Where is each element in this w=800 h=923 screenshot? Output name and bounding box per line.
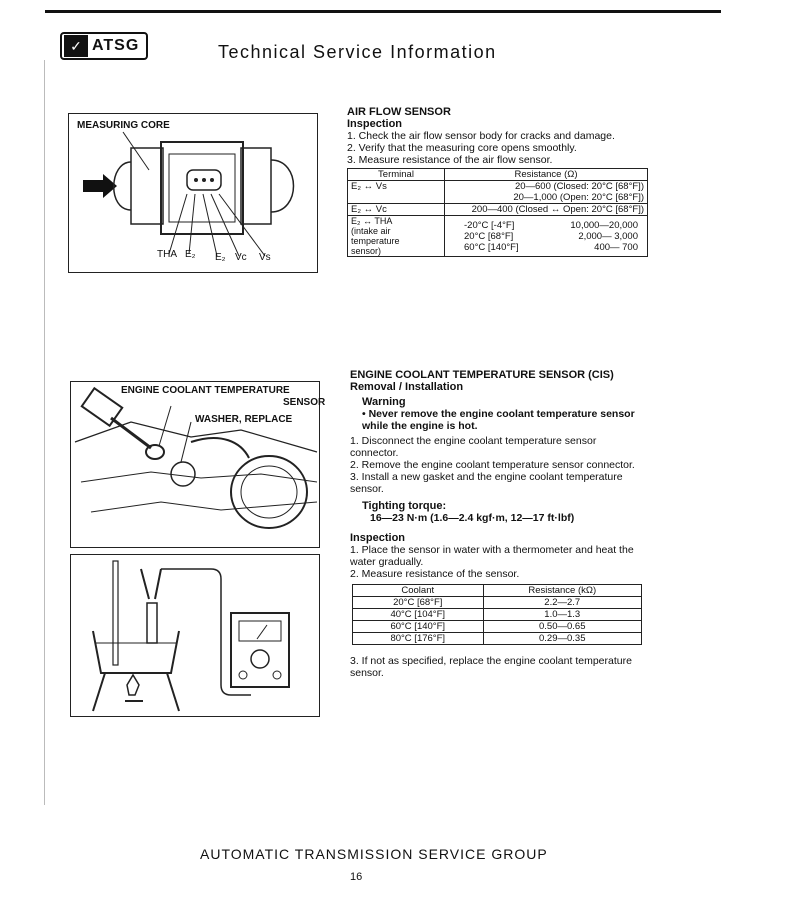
coolant-resistance-table xyxy=(352,584,642,645)
cell-line: 2,000— 3,000 xyxy=(578,231,638,242)
header-rule xyxy=(45,10,721,13)
check-icon: ✓ xyxy=(64,35,88,57)
torque-title: Tighting torque: xyxy=(362,500,447,512)
page-title: Technical Service Information xyxy=(218,42,497,62)
table-header: Coolant xyxy=(353,585,484,597)
table-row xyxy=(353,633,642,645)
table-cell: E₂ ↔ Vs xyxy=(348,181,445,204)
table-row xyxy=(353,609,642,621)
cell-line: -20°C [-4°F] xyxy=(464,220,515,231)
coolant-sensor-label-2: SENSOR xyxy=(283,397,326,408)
table-header: Resistance (kΩ) xyxy=(483,585,642,597)
coolant-step: 2. Remove the engine coolant temperature sensor connector. xyxy=(350,459,635,471)
table-row xyxy=(353,621,642,633)
coolant-title: ENGINE COOLANT TEMPERATURE SENSOR (CIS) xyxy=(350,369,614,381)
inspection-step: 2. Measure resistance of the sensor. xyxy=(350,568,520,580)
table-row xyxy=(348,204,648,216)
table-cell: 1.0—1.3 xyxy=(483,609,642,621)
table-cell: 60°C [140°F] xyxy=(353,621,484,633)
air-flow-subtitle: Inspection xyxy=(347,118,403,130)
cell-line: 20°C [68°F] xyxy=(464,231,514,242)
table-cell: 0.29—0.35 xyxy=(483,633,642,645)
table-cell: 2.2—2.7 xyxy=(483,597,642,609)
coolant-step: 3. Install a new gasket and the engine coolant temperature sensor. xyxy=(350,471,623,495)
table-cell xyxy=(348,216,445,257)
table-cell xyxy=(445,216,648,257)
resistance-test-drawing xyxy=(71,555,319,716)
cell-line: (intake air xyxy=(351,226,391,236)
air-flow-sensor-figure xyxy=(68,113,318,273)
cell-line: E₂ ↔ THA xyxy=(351,216,393,226)
table-cell: 200—400 (Closed ↔ Open: 20°C [68°F]) xyxy=(445,204,648,216)
coolant-sensor-label: ENGINE COOLANT TEMPERATURE xyxy=(121,385,290,396)
table-header-row xyxy=(353,585,642,597)
page-number: 16 xyxy=(350,871,363,883)
inspection-title: Inspection xyxy=(350,532,406,544)
cell-line: temperature xyxy=(351,236,400,246)
air-flow-step: 3. Measure resistance of the air flow sensor. xyxy=(347,154,553,166)
coolant-section xyxy=(350,369,645,679)
resistance-test-figure xyxy=(70,554,320,717)
table-cell: E₂ ↔ Vc xyxy=(348,204,445,216)
coolant-sensor-drawing xyxy=(71,382,319,547)
air-flow-step: 2. Verify that the measuring core opens smoothly. xyxy=(347,142,577,154)
air-flow-resistance-table xyxy=(347,168,648,257)
air-flow-step: 1. Check the air flow sensor body for cracks and damage. xyxy=(347,130,615,142)
atsg-logo xyxy=(60,32,148,60)
coolant-step: 1. Disconnect the engine coolant temperature sensor connector. xyxy=(350,435,597,459)
table-row xyxy=(348,181,648,204)
table-cell xyxy=(445,181,648,204)
cell-line: 10,000—20,000 xyxy=(570,220,638,231)
footer-text: AUTOMATIC TRANSMISSION SERVICE GROUP xyxy=(200,846,548,862)
table-cell: 0.50—0.65 xyxy=(483,621,642,633)
table-header-row xyxy=(348,169,648,181)
margin-rule xyxy=(44,60,45,805)
warning-text: • Never remove the engine coolant temperature sensor while the engine is hot. xyxy=(362,408,635,432)
coolant-sensor-location-figure xyxy=(70,381,326,548)
pin-label-e2: E₂ xyxy=(185,249,196,260)
table-header: Resistance (Ω) xyxy=(445,169,648,181)
pin-label-vc: Vc xyxy=(235,252,247,263)
cell-line: 20—1,000 (Open: 20°C [68°F]) xyxy=(513,192,644,203)
measuring-core-label: MEASURING CORE xyxy=(77,120,170,131)
final-step: 3. If not as specified, replace the engine coolant temperature sensor. xyxy=(350,655,632,679)
cell-line: 60°C [140°F] xyxy=(464,242,519,253)
washer-label: WASHER, REPLACE xyxy=(195,414,293,425)
cell-line: sensor) xyxy=(351,246,382,256)
table-cell: 80°C [176°F] xyxy=(353,633,484,645)
cell-line: 400— 700 xyxy=(594,242,638,253)
air-flow-title: AIR FLOW SENSOR xyxy=(347,106,451,118)
pin-label-e2-second: E₂ xyxy=(215,252,226,263)
table-cell: 40°C [104°F] xyxy=(353,609,484,621)
air-flow-section xyxy=(347,106,667,257)
table-header: Terminal xyxy=(348,169,445,181)
table-row xyxy=(348,216,648,257)
torque-value: 16—23 N·m (1.6—2.4 kgf·m, 12—17 ft·lbf) xyxy=(370,512,575,524)
table-row xyxy=(353,597,642,609)
pin-label-vs: Vs xyxy=(259,252,271,263)
cell-line: 20—600 (Closed: 20°C [68°F]) xyxy=(514,181,644,192)
pin-label-tha: THA xyxy=(157,249,177,260)
logo-text: ATSG xyxy=(92,37,140,54)
coolant-subtitle: Removal / Installation xyxy=(350,381,464,393)
table-cell: 20°C [68°F] xyxy=(353,597,484,609)
warning-title: Warning xyxy=(362,396,406,408)
inspection-step: 1. Place the sensor in water with a thermometer and heat the water gradually. xyxy=(350,544,634,568)
